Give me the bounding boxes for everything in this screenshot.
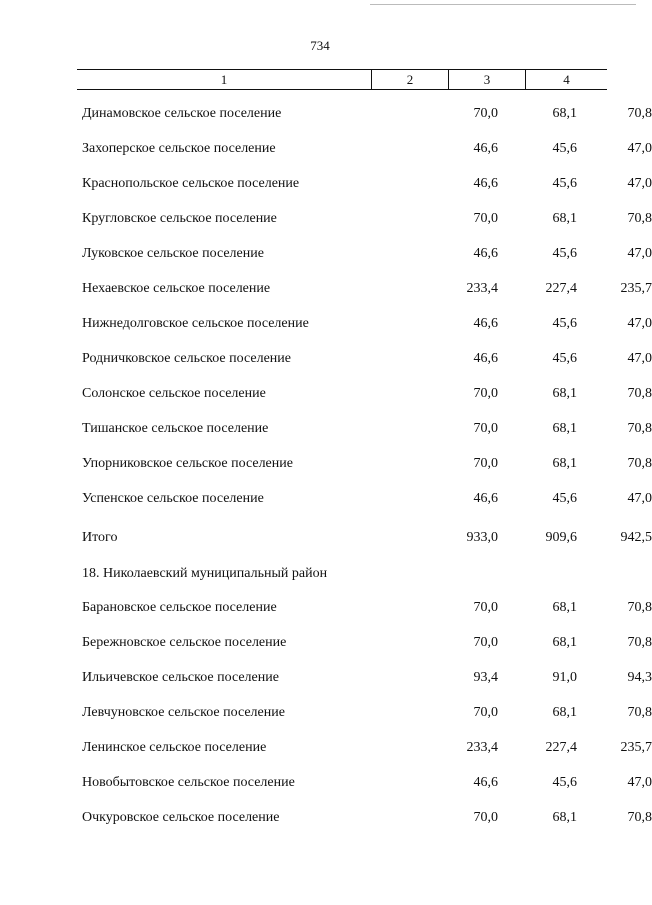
table-row [82, 775, 652, 795]
table-row [82, 566, 602, 586]
row-value-col-3: 68,1 [552, 386, 577, 401]
row-value-col-2: 70,0 [473, 705, 498, 720]
row-value-col-3: 45,6 [552, 246, 577, 261]
row-value-col-3: 45,6 [552, 141, 577, 156]
row-value-col-4: 70,8 [627, 386, 652, 401]
header-col-3: 3 [448, 70, 525, 89]
row-value-col-2: 46,6 [473, 351, 498, 366]
table-row [82, 670, 652, 690]
table-row [82, 421, 652, 441]
table-row [82, 246, 652, 266]
table-row [82, 810, 652, 830]
row-name: Левчуновское сельское поселение [82, 705, 285, 720]
row-name: Бережновское сельское поселение [82, 635, 287, 650]
row-value-col-2: 70,0 [473, 456, 498, 471]
row-value-col-3: 227,4 [545, 281, 577, 296]
row-value-col-2: 233,4 [466, 740, 498, 755]
row-name: Барановское сельское поселение [82, 600, 277, 615]
row-value-col-3: 227,4 [545, 740, 577, 755]
row-value-col-3: 45,6 [552, 491, 577, 506]
row-value-col-3: 68,1 [552, 421, 577, 436]
row-value-col-4: 70,8 [627, 421, 652, 436]
table-row [82, 530, 652, 550]
table-row [82, 386, 652, 406]
row-value-col-3: 68,1 [552, 600, 577, 615]
row-name: Луковское сельское поселение [82, 246, 264, 261]
row-value-col-2: 70,0 [473, 600, 498, 615]
row-value-col-2: 46,6 [473, 491, 498, 506]
table-row [82, 491, 652, 511]
row-name: Новобытовское сельское поселение [82, 775, 295, 790]
row-value-col-3: 68,1 [552, 635, 577, 650]
row-value-col-2: 70,0 [473, 106, 498, 121]
row-value-col-3: 68,1 [552, 810, 577, 825]
row-value-col-4: 942,5 [620, 530, 652, 545]
row-value-col-2: 46,6 [473, 141, 498, 156]
row-value-col-4: 70,8 [627, 635, 652, 650]
row-value-col-2: 933,0 [466, 530, 498, 545]
row-value-col-4: 47,0 [627, 351, 652, 366]
row-name: Очкуровское сельское поселение [82, 810, 280, 825]
row-name: Упорниковское сельское поселение [82, 456, 293, 471]
row-value-col-3: 45,6 [552, 316, 577, 331]
row-name: Захоперское сельское поселение [82, 141, 276, 156]
table-row [82, 316, 652, 336]
row-value-col-4: 94,3 [627, 670, 652, 685]
table-row [82, 351, 652, 371]
table-row [82, 106, 652, 126]
row-value-col-3: 45,6 [552, 176, 577, 191]
header-col-4: 4 [525, 70, 607, 89]
row-name: Ленинское сельское поселение [82, 740, 267, 755]
row-value-col-2: 70,0 [473, 386, 498, 401]
row-value-col-3: 91,0 [552, 670, 577, 685]
row-value-col-2: 46,6 [473, 176, 498, 191]
row-name: Тишанское сельское поселение [82, 421, 269, 436]
row-name: Кругловское сельское поселение [82, 211, 277, 226]
row-value-col-2: 70,0 [473, 810, 498, 825]
row-value-col-4: 70,8 [627, 456, 652, 471]
header-col-2: 2 [371, 70, 448, 89]
row-value-col-4: 70,8 [627, 106, 652, 121]
table-row [82, 600, 652, 620]
top-edge-rule [370, 4, 636, 5]
header-col-1: 1 [220, 71, 228, 87]
row-name: Солонское сельское поселение [82, 386, 266, 401]
row-name: Краснопольское сельское поселение [82, 176, 300, 191]
row-value-col-2: 46,6 [473, 316, 498, 331]
row-value-col-4: 47,0 [627, 491, 652, 506]
row-value-col-4: 47,0 [627, 141, 652, 156]
row-value-col-3: 68,1 [552, 705, 577, 720]
row-value-col-2: 70,0 [473, 635, 498, 650]
table-row [82, 705, 652, 725]
row-name: 18. Николаевский муниципальный район [82, 566, 328, 581]
row-value-col-4: 70,8 [627, 211, 652, 226]
row-value-col-2: 70,0 [473, 421, 498, 436]
row-name: Родничковское сельское поселение [82, 351, 291, 366]
row-value-col-4: 70,8 [627, 600, 652, 615]
row-value-col-3: 68,1 [552, 106, 577, 121]
row-name: Нижнедолговское сельское поселение [82, 316, 309, 331]
row-value-col-3: 45,6 [552, 775, 577, 790]
table-row [82, 141, 652, 161]
table-row [82, 176, 652, 196]
row-value-col-4: 70,8 [627, 705, 652, 720]
table-row [82, 211, 652, 231]
row-value-col-3: 909,6 [545, 530, 577, 545]
page-number: 734 [310, 38, 330, 53]
row-value-col-2: 93,4 [473, 670, 498, 685]
row-name: Динамовское сельское поселение [82, 106, 282, 121]
table-header [77, 69, 607, 90]
row-value-col-4: 70,8 [627, 810, 652, 825]
row-value-col-4: 47,0 [627, 316, 652, 331]
row-name: Итого [82, 530, 118, 545]
row-value-col-2: 233,4 [466, 281, 498, 296]
row-value-col-2: 46,6 [473, 775, 498, 790]
row-value-col-3: 68,1 [552, 456, 577, 471]
row-value-col-3: 45,6 [552, 351, 577, 366]
row-value-col-4: 235,7 [620, 281, 652, 296]
row-value-col-4: 47,0 [627, 176, 652, 191]
row-name: Ильичевское сельское поселение [82, 670, 279, 685]
row-value-col-2: 70,0 [473, 211, 498, 226]
row-value-col-3: 68,1 [552, 211, 577, 226]
table-row [82, 456, 652, 476]
table-row [82, 740, 652, 760]
row-value-col-4: 47,0 [627, 246, 652, 261]
row-value-col-4: 47,0 [627, 775, 652, 790]
row-name: Успенское сельское поселение [82, 491, 264, 506]
table-row [82, 281, 652, 301]
row-name: Нехаевское сельское поселение [82, 281, 271, 296]
table-row [82, 635, 652, 655]
row-value-col-4: 235,7 [620, 740, 652, 755]
row-value-col-2: 46,6 [473, 246, 498, 261]
